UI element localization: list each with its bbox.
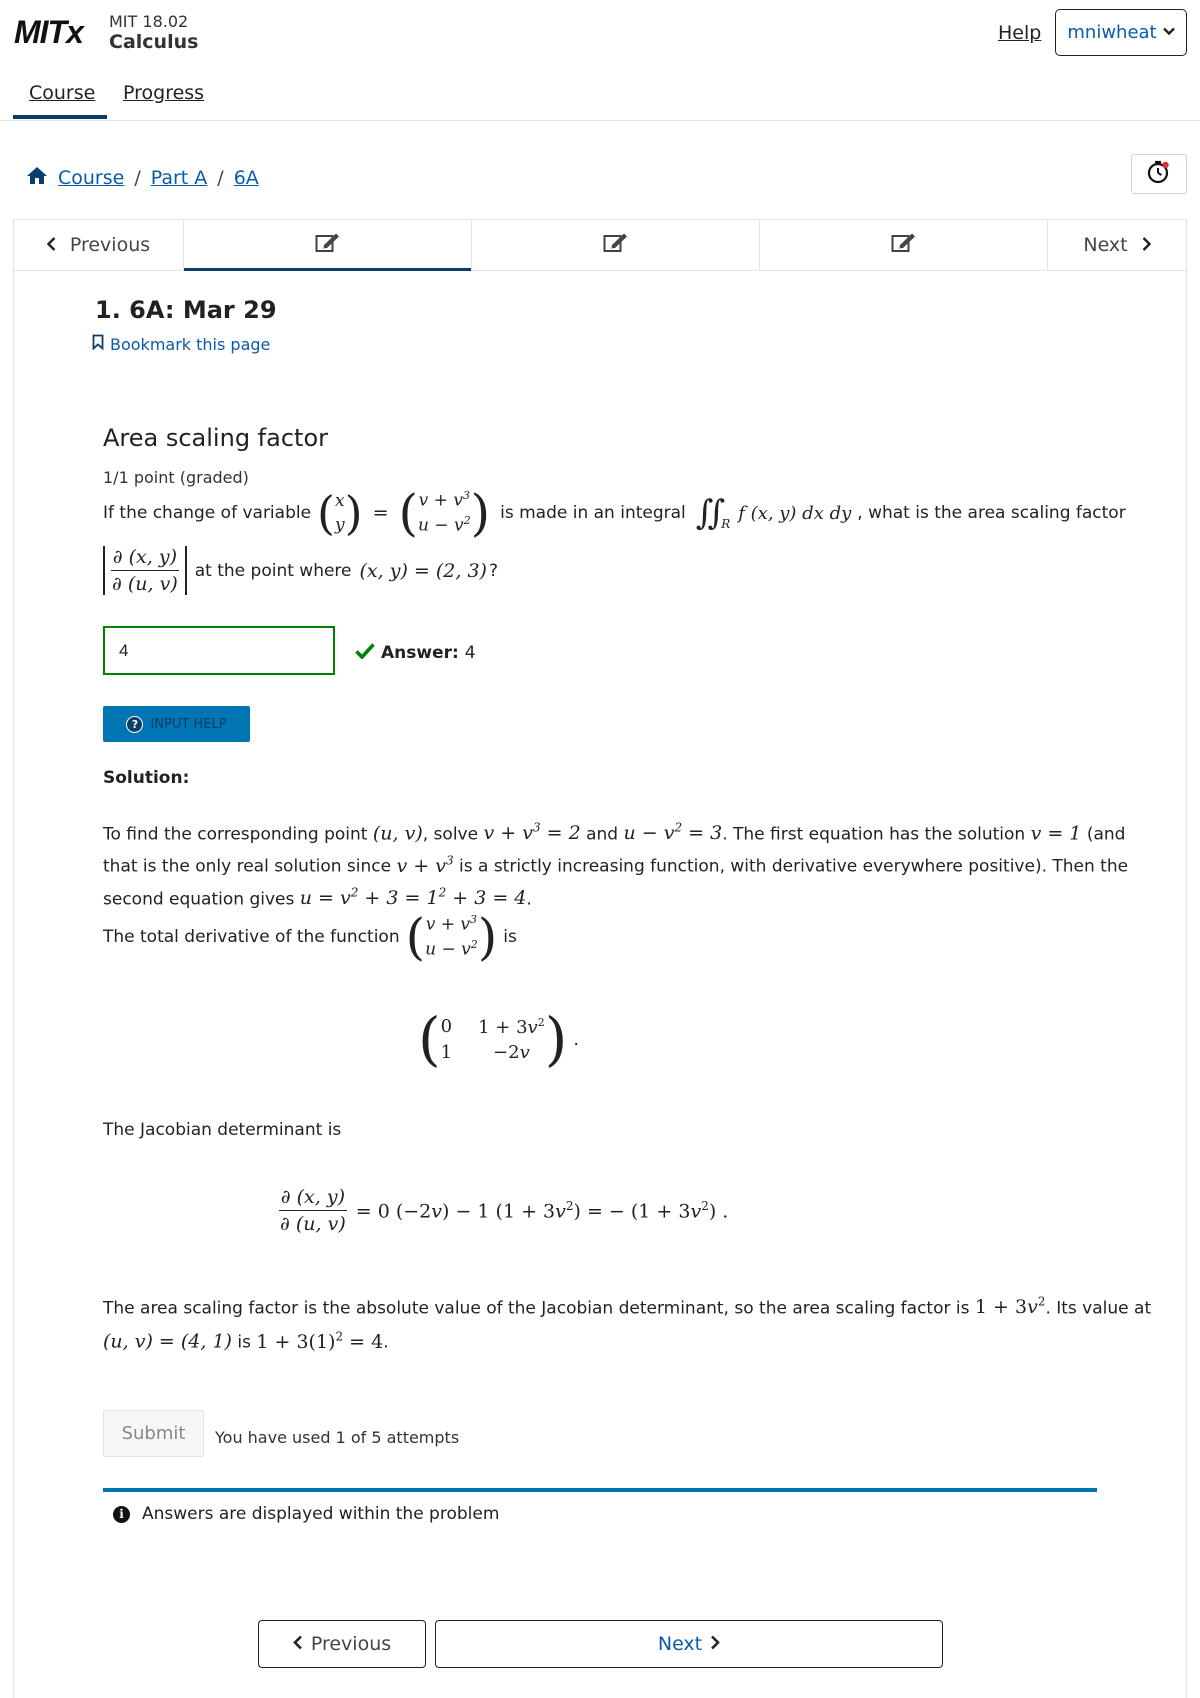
chevron-left-icon xyxy=(293,1633,303,1655)
breadcrumb-part-a[interactable]: Part A xyxy=(150,167,208,189)
mitx-logo[interactable]: MITx xyxy=(14,14,83,50)
edit-icon xyxy=(315,232,340,258)
input-help-label: INPUT HELP xyxy=(150,716,227,732)
solution-text: is xyxy=(237,1332,251,1353)
edit-icon xyxy=(891,232,916,258)
math-uv-vector: ( $v + v^3$ $u - v^2$ ) xyxy=(398,484,491,543)
notification xyxy=(113,1504,499,1524)
info-icon: i xyxy=(113,1506,130,1523)
check-icon xyxy=(355,640,375,665)
header-divider xyxy=(0,120,1200,121)
edit-icon xyxy=(603,232,628,258)
help-link[interactable]: Help xyxy=(998,22,1042,44)
input-help-button[interactable] xyxy=(103,706,250,742)
sequence-unit-2[interactable] xyxy=(472,220,760,270)
sequence-unit-3[interactable] xyxy=(760,220,1048,270)
chevron-right-icon xyxy=(710,1633,720,1655)
solution-text: . The first equation has the solution xyxy=(722,824,1026,845)
chevron-left-icon xyxy=(47,234,56,256)
breadcrumb-course[interactable]: Course xyxy=(58,167,125,189)
answer-input[interactable] xyxy=(103,626,335,675)
sequence-previous-label: Previous xyxy=(69,234,151,256)
sequence-previous-button[interactable] xyxy=(14,220,184,270)
tab-course[interactable]: Course xyxy=(29,82,96,104)
sequence-navigation xyxy=(13,219,1187,271)
question-end: ? xyxy=(488,560,498,581)
course-org: MIT 18.02 xyxy=(109,12,189,31)
answer-correct-value: 4 xyxy=(464,642,476,663)
bookmark-button[interactable] xyxy=(92,334,270,354)
solution-text: . Its value at xyxy=(1045,1298,1152,1319)
tab-progress[interactable]: Progress xyxy=(123,82,205,104)
sequence-unit-1[interactable] xyxy=(184,220,472,270)
bottom-next-button[interactable] xyxy=(435,1620,943,1668)
math-xy-vector: ( x y ) xyxy=(317,486,363,541)
user-menu-button[interactable] xyxy=(1055,9,1187,56)
problem-title: Area scaling factor xyxy=(103,424,328,452)
attempts-text: You have used 1 of 5 attempts xyxy=(215,1428,460,1447)
sequence-next-button[interactable] xyxy=(1048,220,1186,270)
notification-border xyxy=(103,1488,1097,1492)
bookmark-icon xyxy=(92,334,104,354)
notification-text: Answers are displayed within the problem xyxy=(142,1504,500,1524)
chevron-right-icon xyxy=(1142,234,1151,256)
username: mniwheat xyxy=(1067,22,1157,43)
math-jacobian-equation: $\frac{\partial (x, y)}{\partial (u, v)}$ = 0 (−2v) − 1 $(1 + 3v^2)$ = − $(1 + 3v^2)$ . xyxy=(280,1186,729,1235)
solution-text: is xyxy=(503,927,517,948)
solution-paragraph-4: The area scaling factor is the absolute value of the Jacobian determinant, so the area scaling factor is $1 + 3v^2$. Its value at (u, v) = (4, 1) is $1 + 3(1)^2 = 4$. xyxy=(103,1295,1152,1353)
breadcrumb-separator: / xyxy=(134,167,141,189)
problem-points: 1/1 point (graded) xyxy=(103,468,249,487)
question-line-1: If the change of variable ( x y ) = ( $v + v^3$ $u - v^2$ ) is made in an integral ∫∫ $_R$ f (x, y) dx dy , what is the area scaling factor xyxy=(103,484,1126,543)
solution-text: (and xyxy=(1086,824,1126,845)
math-derivative-matrix: ( 0 $1 + 3v^2$ 1 −2v ) . xyxy=(418,1005,580,1073)
bottom-previous-button[interactable] xyxy=(258,1620,426,1668)
math-jacobian-abs: $\frac{\partial (x, y)}{\partial (u, v)}$ xyxy=(103,546,187,595)
sequence-next-label: Next xyxy=(1083,234,1128,256)
solution-paragraph-3: The Jacobian determinant is xyxy=(103,1120,342,1140)
stopwatch-icon xyxy=(1146,159,1172,189)
solution-text: To find the corresponding point xyxy=(103,824,368,845)
bookmark-label: Bookmark this page xyxy=(110,334,271,354)
question-text: , what is the area scaling factor xyxy=(857,503,1126,524)
solution-paragraph-1: To find the corresponding point (u, v), solve $v + v^3 = 2$ and $u - v^2 = 3$. The first equation has the solution v = 1 (and that is the only real solution since $v + v^3$ is a strictly increasing function, with derivative everywhere positive). Then the second equation gives $u = v^2 + 3 = 1^2 + 3 = 4$. xyxy=(103,821,1129,909)
solution-heading: Solution: xyxy=(103,768,190,788)
solution-text: The total derivative of the function xyxy=(103,927,400,948)
solution-text: The area scaling factor is the absolute value of the Jacobian determinant, so the area scaling factor is xyxy=(103,1298,970,1319)
active-tab-indicator xyxy=(13,115,107,119)
solution-text: , solve xyxy=(422,824,479,845)
timer-button[interactable] xyxy=(1131,154,1187,194)
breadcrumb xyxy=(26,166,259,190)
breadcrumb-separator: / xyxy=(217,167,224,189)
question-text: If the change of variable xyxy=(103,503,312,524)
submit-button[interactable]: Submit xyxy=(103,1410,204,1457)
question-icon: ? xyxy=(126,716,143,733)
solution-text: second equation gives xyxy=(103,888,295,909)
question-line-2 xyxy=(103,546,498,595)
home-icon[interactable] xyxy=(26,166,48,190)
math-double-integral: ∫∫ $_R$ f (x, y) dx dy xyxy=(695,493,852,534)
question-text: is made in an integral xyxy=(500,503,686,524)
answer-label: Answer: xyxy=(381,642,459,663)
unit-title: 1. 6A: Mar 29 xyxy=(95,296,277,324)
solution-text: is a strictly increasing function, with derivative everywhere positive). Then the xyxy=(459,856,1129,877)
breadcrumb-6a[interactable]: 6A xyxy=(233,167,259,189)
question-text: at the point where xyxy=(194,560,352,581)
solution-paragraph-2 xyxy=(103,908,517,967)
bottom-previous-label: Previous xyxy=(310,1633,392,1655)
chevron-down-icon xyxy=(1163,25,1175,40)
answer-feedback xyxy=(355,640,476,665)
bottom-next-label: Next xyxy=(657,1633,703,1655)
math-function-vector: ( $v + v^3$ $u - v^2$ ) xyxy=(405,908,498,967)
course-title: Calculus xyxy=(109,31,199,53)
solution-text: that is the only real solution since xyxy=(103,856,392,877)
solution-text: and xyxy=(586,824,619,845)
math-point: (x, y) = (2, 3) xyxy=(359,559,487,582)
